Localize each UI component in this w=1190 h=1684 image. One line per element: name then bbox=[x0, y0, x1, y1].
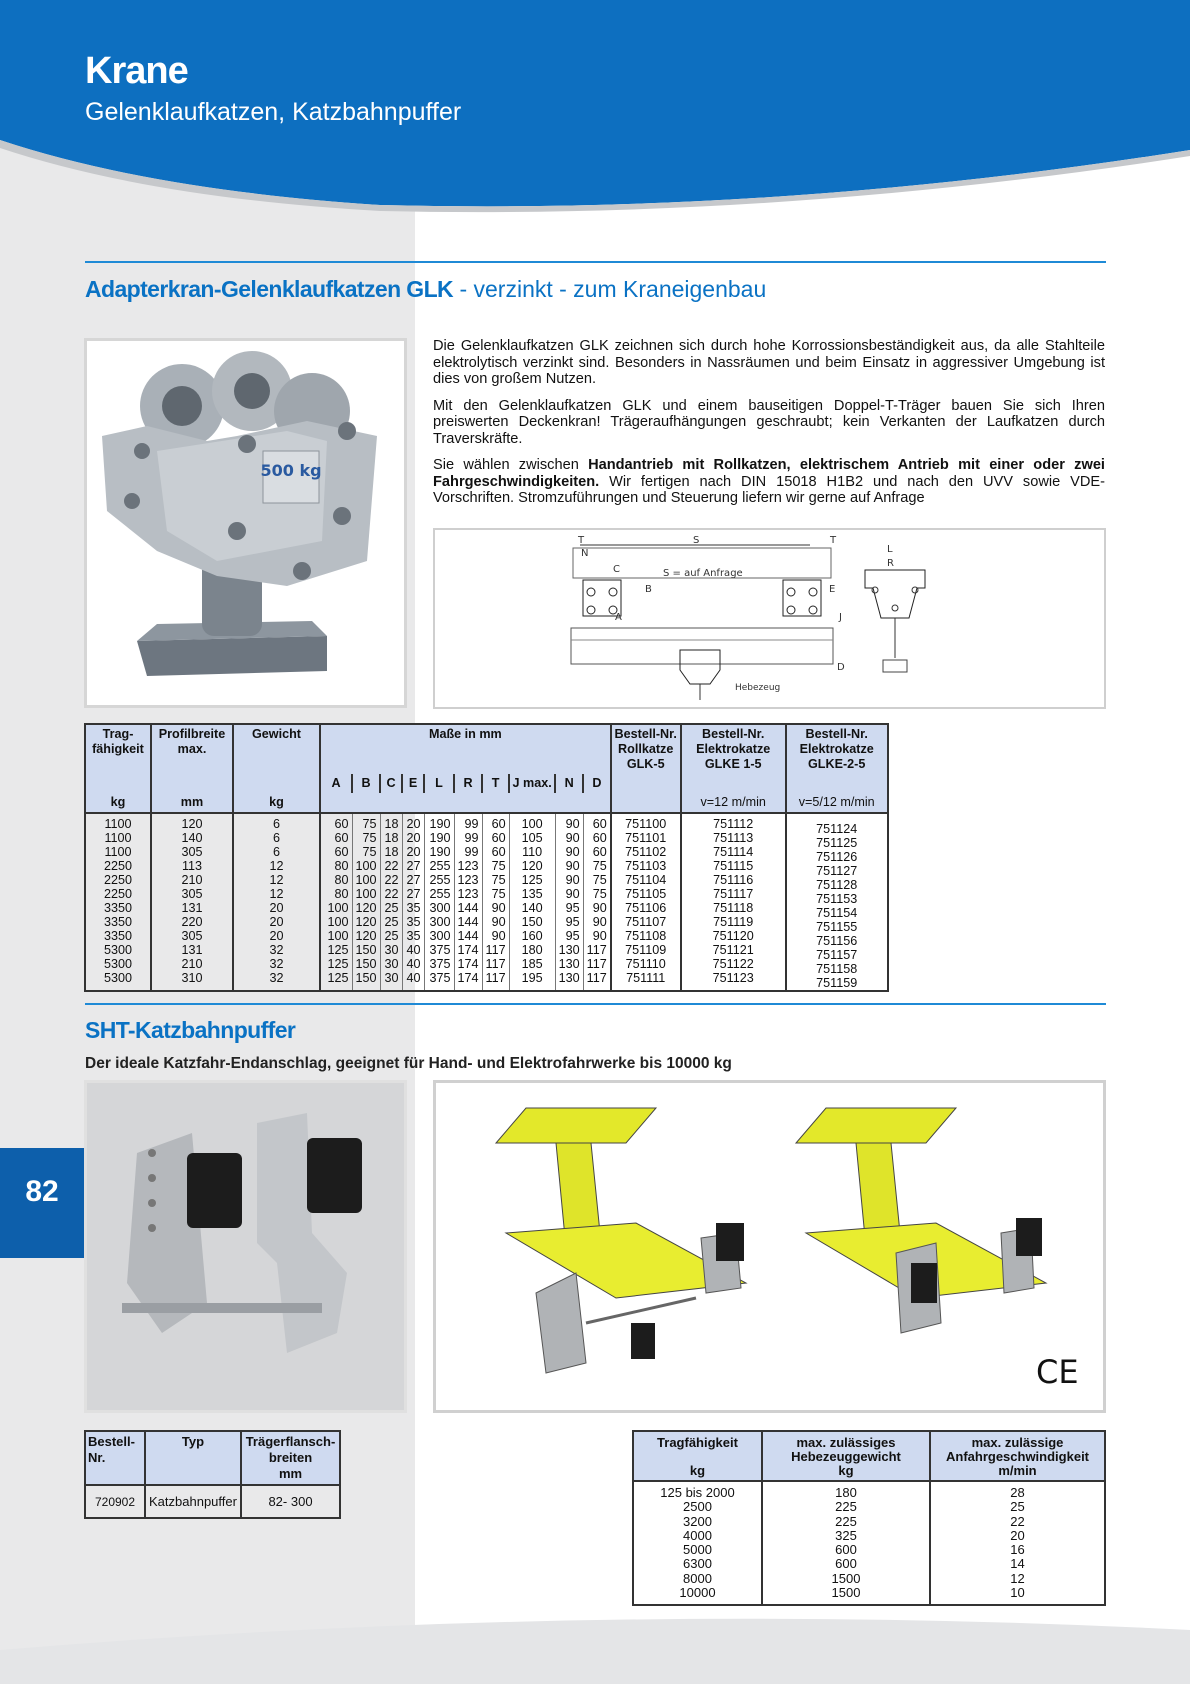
col-gewicht: Gewicht bbox=[233, 724, 320, 793]
col-tragfaehigkeit: Trag-fähigkeit bbox=[85, 724, 151, 793]
buffer-photo bbox=[84, 1080, 407, 1413]
cells-tragfaehigkeit: 1100 1100 1100 2250 2250 2250 3350 3350 3350 5300 5300 5300 bbox=[85, 813, 151, 991]
dim-d: D bbox=[583, 774, 611, 793]
ce-mark: CE bbox=[1036, 1353, 1079, 1391]
cell-typ: Katzbahnpuffer bbox=[145, 1485, 241, 1518]
cells-d: 60 60 60 75 75 75 90 90 90 117 117 117 bbox=[583, 813, 611, 991]
unit-speed-1: v=12 m/min bbox=[681, 793, 786, 813]
cells-t: 60 60 60 75 75 75 90 90 90 117 117 117 bbox=[482, 813, 509, 991]
section-divider bbox=[85, 261, 1106, 263]
col-hebezeuggewicht: max. zulässiges Hebezeuggewicht kg bbox=[762, 1431, 930, 1481]
section-title-glk: Adapterkran-Gelenklaufkatzen GLK - verzinkt - zum Kraneigenbau bbox=[85, 276, 767, 302]
cells-tragfaehigkeit-2: 125 bis 2000 2500 3200 4000 5000 6300 8000 10000 bbox=[633, 1481, 762, 1605]
cells-glke1: 751112 751113 751114 751115 751116 751117 751118 751119 751120 751121 751122 751123 bbox=[681, 813, 786, 991]
unit-kg-weight: kg bbox=[233, 793, 320, 813]
cells-r: 99 99 99 123 123 123 144 144 144 174 174 174 bbox=[454, 813, 482, 991]
cells-glke2: 751124 751125 751126 751127 751128 751153 751154 751155 751156 751157 751158 751159 bbox=[786, 813, 888, 991]
cells-l: 190 190 190 255 255 255 300 300 300 375 375 375 bbox=[424, 813, 454, 991]
buffer-drawing bbox=[433, 1080, 1106, 1413]
svg-text:E: E bbox=[829, 584, 836, 595]
dim-b: B bbox=[352, 774, 380, 793]
sht-subtitle: Der ideale Katzfahr-Endanschlag, geeignet für Hand- und Elektrofahrwerke bis 10000 kg bbox=[85, 1055, 732, 1072]
col-tragfaehigkeit-2: Tragfähigkeit kg bbox=[633, 1431, 762, 1481]
svg-text:S: S bbox=[693, 535, 700, 546]
cells-anfahrgeschwindigkeit: 28 25 22 20 16 14 12 10 bbox=[930, 1481, 1105, 1605]
dim-j: J max. bbox=[509, 774, 555, 793]
svg-text:C: C bbox=[613, 564, 620, 575]
page-title: Krane bbox=[85, 50, 188, 92]
col-anfahrgeschwindigkeit: max. zulässige Anfahrgeschwindigkeit m/min bbox=[930, 1431, 1105, 1481]
glk-dimension-drawing bbox=[433, 528, 1106, 709]
col-glke2: Bestell-Nr. Elektrokatze GLKE-2-5 bbox=[786, 724, 888, 793]
cells-a: 60 60 60 80 80 80 100 100 100 125 125 125 bbox=[320, 813, 352, 991]
col-glke1: Bestell-Nr. Elektrokatze GLKE 1-5 bbox=[681, 724, 786, 793]
glk-trolley-photo bbox=[84, 338, 407, 708]
svg-text:N: N bbox=[581, 548, 589, 559]
buffer-order-table bbox=[84, 1430, 341, 1519]
buffer-capacity-table bbox=[632, 1430, 1106, 1606]
glk-description: Die Gelenklaufkatzen GLK zeichnen sich durch hohe Korrossionsbeständigkeit aus, da alle Stahlteile elektrolytisch verzinkt sind. Besonders in Nassräumen und beim Einsatz in aggressiver Umgebung ist dies von großem Nutzen. Mit den Gelenklaufkatzen GLK und einem bauseitigen Doppel-T-Träger bauen Sie sich Ihren preiswerten Deckenkran! Trägeraufhängungen geschraubt; kein Verkanten der Laufkatzen durch Traverskräfte. Sie wählen zwischen Handantrieb mit Rollkatzen, elektrischem Antrieb mit einer oder zwei Fahrgeschwindigkeiten. Wir fertigen nach DIN 15018 H1B2 und nach den UVV sowie VDE-Vorschriften. Stromzuführungen und Steuerung liefern wir gerne auf Anfrage bbox=[433, 338, 1105, 506]
cells-j: 100 105 110 120 125 135 140 150 160 180 185 195 bbox=[509, 813, 555, 991]
dim-e: E bbox=[402, 774, 424, 793]
load-plate-label: 500 kg bbox=[260, 461, 322, 480]
svg-text:J: J bbox=[839, 612, 842, 623]
col-traegerflansch: Trägerflansch-breiten mm bbox=[241, 1431, 340, 1485]
cells-c: 18 18 18 22 22 22 25 25 25 30 30 30 bbox=[380, 813, 402, 991]
cells-n: 90 90 90 90 90 90 95 95 95 130 130 130 bbox=[555, 813, 583, 991]
svg-text:R: R bbox=[887, 558, 894, 569]
dim-n: N bbox=[555, 774, 583, 793]
cell-traegerflansch: 82- 300 bbox=[241, 1485, 340, 1518]
page-subtitle: Gelenklaufkatzen, Katzbahnpuffer bbox=[85, 98, 462, 126]
cell-bestell-nr: 720902 bbox=[85, 1485, 145, 1518]
cells-profilbreite: 120 140 305 113 210 305 131 220 305 131 210 310 bbox=[151, 813, 233, 991]
col-bestell-nr: Bestell-Nr. bbox=[85, 1431, 145, 1485]
dim-a: A bbox=[320, 774, 352, 793]
svg-text:D: D bbox=[837, 662, 845, 673]
dim-c: C bbox=[380, 774, 402, 793]
col-masse: Maße in mm bbox=[320, 724, 611, 774]
svg-text:Hebezeug: Hebezeug bbox=[735, 683, 781, 693]
svg-text:T: T bbox=[578, 535, 585, 546]
section-divider-2 bbox=[85, 1003, 1106, 1005]
unit-kg: kg bbox=[85, 793, 151, 813]
unit-mm: mm bbox=[151, 793, 233, 813]
svg-text:T: T bbox=[830, 535, 837, 546]
svg-text:B: B bbox=[645, 584, 652, 595]
cells-rollkatze: 751100 751101 751102 751103 751104 751105 751106 751107 751108 751109 751110 751111 bbox=[611, 813, 681, 991]
glk-spec-table bbox=[84, 723, 889, 992]
svg-text:A: A bbox=[615, 612, 622, 623]
dim-t: T bbox=[482, 774, 509, 793]
page-number: 82 bbox=[25, 1175, 59, 1208]
cells-hebezeuggewicht: 180 225 225 325 600 600 1500 1500 bbox=[762, 1481, 930, 1605]
page-number-tab bbox=[0, 1148, 84, 1258]
footer-wave bbox=[0, 1610, 1190, 1684]
svg-text:S = auf Anfrage: S = auf Anfrage bbox=[663, 568, 743, 579]
dim-r: R bbox=[454, 774, 482, 793]
dim-l: L bbox=[424, 774, 454, 793]
cells-gewicht: 6 6 6 12 12 12 20 20 20 32 32 32 bbox=[233, 813, 320, 991]
cells-b: 75 75 75 100 100 100 120 120 120 150 150 150 bbox=[352, 813, 380, 991]
unit-speed-2: v=5/12 m/min bbox=[786, 793, 888, 813]
col-typ: Typ bbox=[145, 1431, 241, 1485]
section-title-sht: SHT-Katzbahnpuffer bbox=[85, 1017, 296, 1043]
svg-text:L: L bbox=[887, 544, 893, 555]
page-header bbox=[0, 0, 1190, 215]
cells-e: 20 20 20 27 27 27 35 35 35 40 40 40 bbox=[402, 813, 424, 991]
col-profilbreite: Profilbreite max. bbox=[151, 724, 233, 793]
col-rollkatze: Bestell-Nr. Rollkatze GLK-5 bbox=[611, 724, 681, 793]
